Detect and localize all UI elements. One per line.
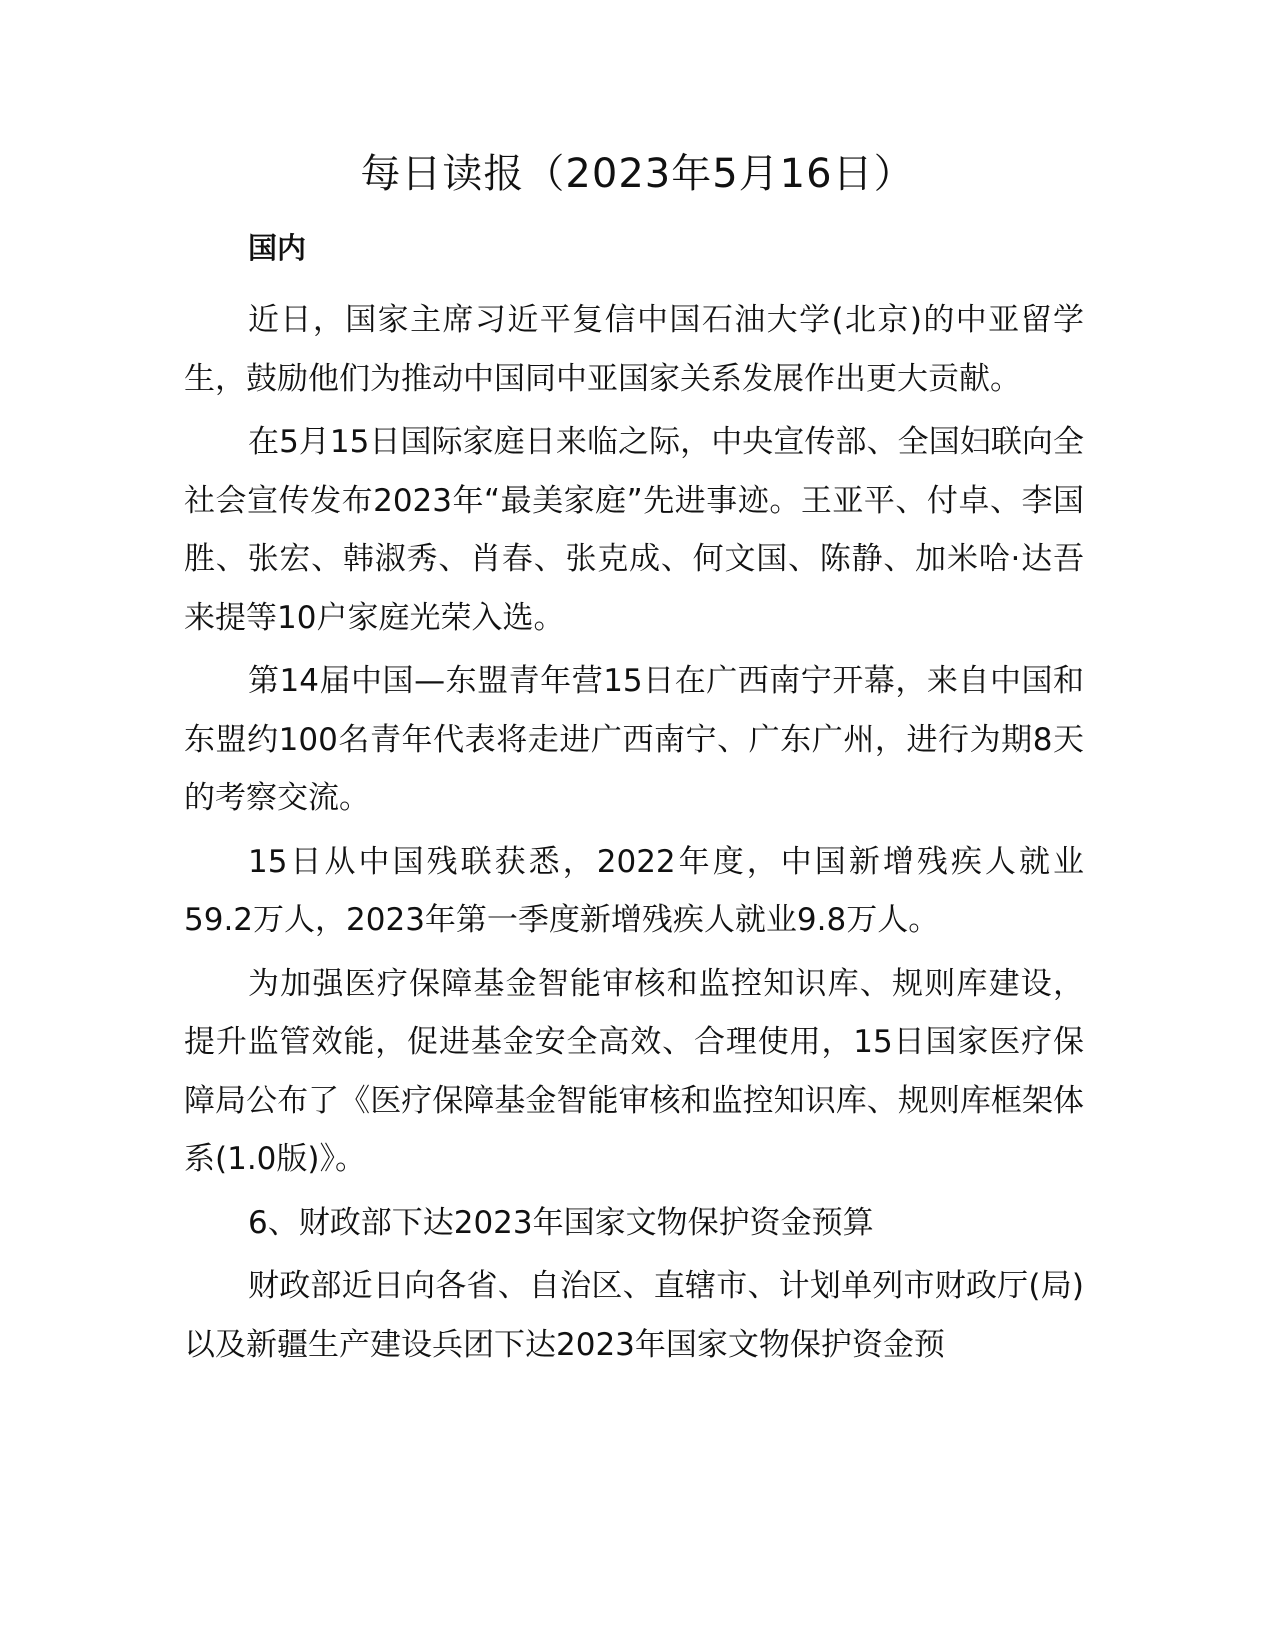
news-paragraph-6: 财政部近日向各省、自治区、直辖市、计划单列市财政厅(局)以及新疆生产建设兵团下达2023年国家文物保护资金预	[184, 1268, 1084, 1363]
news-paragraph-2: 在5月15日国际家庭日来临之际，中央宣传部、全国妇联向全社会宣传发布2023年“最美家庭”先进事迹。王亚平、付卓、李国胜、张宏、韩淑秀、肖春、张克成、何文国、陈静、加米哈·达吾来提等10户家庭光荣入选。	[184, 424, 1084, 636]
news-paragraph-4: 15日从中国残联获悉，2022年度，中国新增残疾人就业59.2万人，2023年第一季度新增残疾人就业9.8万人。	[184, 843, 1084, 938]
news-paragraph-1: 近日，国家主席习近平复信中国石油大学(北京)的中亚留学生，鼓励他们为推动中国同中亚国家关系发展作出更大贡献。	[184, 302, 1084, 397]
news-subheading-6: 6、财政部下达2023年国家文物保护资金预算	[248, 1204, 874, 1241]
news-paragraph-3: 第14届中国—东盟青年营15日在广西南宁开幕，来自中国和东盟约100名青年代表将走进广西南宁、广东广州，进行为期8天的考察交流。	[184, 663, 1084, 816]
section-heading-domestic: 国内	[248, 231, 307, 265]
document-title: 每日读报（2023年5月16日）	[360, 151, 915, 197]
document-body	[184, 228, 1084, 1379]
news-paragraph-5: 为加强医疗保障基金智能审核和监控知识库、规则库建设，提升监管效能，促进基金安全高效、合理使用，15日国家医疗保障局公布了《医疗保障基金智能审核和监控知识库、规则库框架体系(1.0版)》。	[184, 965, 1084, 1177]
